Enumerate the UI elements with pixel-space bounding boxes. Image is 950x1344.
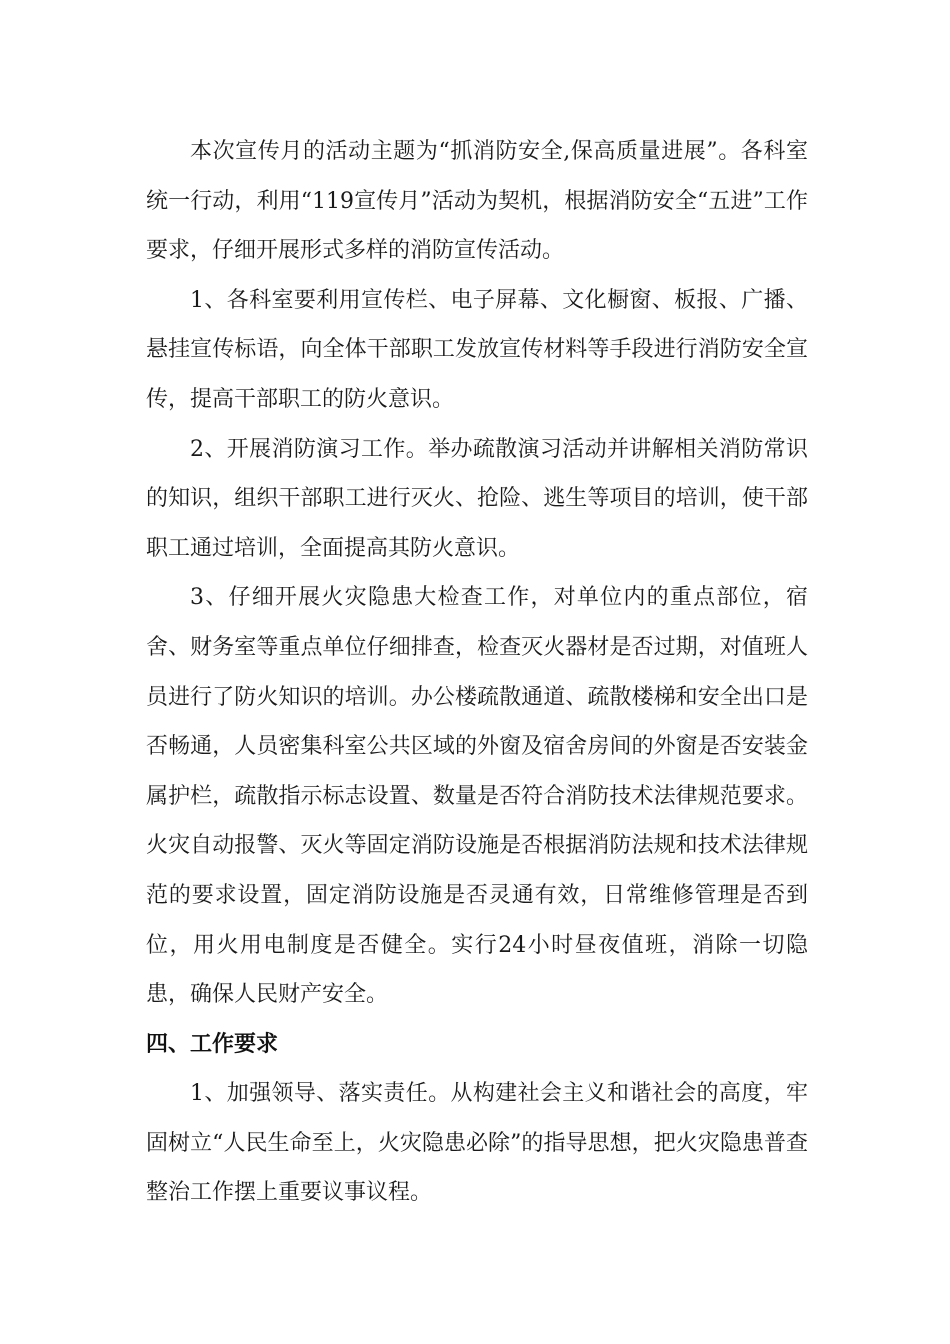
paragraph-item-2: 2、开展消防演习工作。举办疏散演习活动并讲解相关消防常识的知识，组织干部职工进行灭火、抢险、逃生等项目的培训，使干部职工通过培训，全面提高其防火意识。 — [146, 436, 808, 561]
paragraph-item-3: 3、仔细开展火灾隐患大检查工作，对单位内的重点部位，宿舍、财务室等重点单位仔细排查，检查灭火器材是否过期，对值班人员进行了防火知识的培训。办公楼疏散通道、疏散楼梯和安全出口是否畅通，人员密集科室公共区域的外窗及宿舍房间的外窗是否安装金属护栏，疏散指示标志设置、数量是否符合消防技术法律规范要求。火灾自动报警、灭火等固定消防设施是否根据消防法规和技术法律规范的要求设置，固定消防设施是否灵通有效，日常维修管理是否到位，用火用电制度是否健全。实行24小时昼夜值班，消除一切隐患，确保人民财产安全。 — [146, 585, 808, 1008]
paragraph-requirement-1: 1、加强领导、落实责任。从构建社会主义和谐社会的高度，牢固树立“人民生命至上，火灾隐患必除”的指导思想，把火灾隐患普查整治工作摆上重要议事议程。 — [146, 1081, 808, 1206]
document-body — [146, 127, 808, 1218]
paragraph-theme: 本次宣传月的活动主题为“抓消防安全,保高质量进展”。各科室统一行动，利用“119宣传月”活动为契机，根据消防安全“五进”工作要求，仔细开展形式多样的消防宣传活动。 — [146, 139, 808, 264]
section-heading: 四、工作要求 — [146, 1031, 279, 1057]
paragraph-item-1: 1、各科室要利用宣传栏、电子屏幕、文化橱窗、板报、广播、悬挂宣传标语，向全体干部职工发放宣传材料等手段进行消防安全宣传，提高干部职工的防火意识。 — [146, 287, 808, 412]
